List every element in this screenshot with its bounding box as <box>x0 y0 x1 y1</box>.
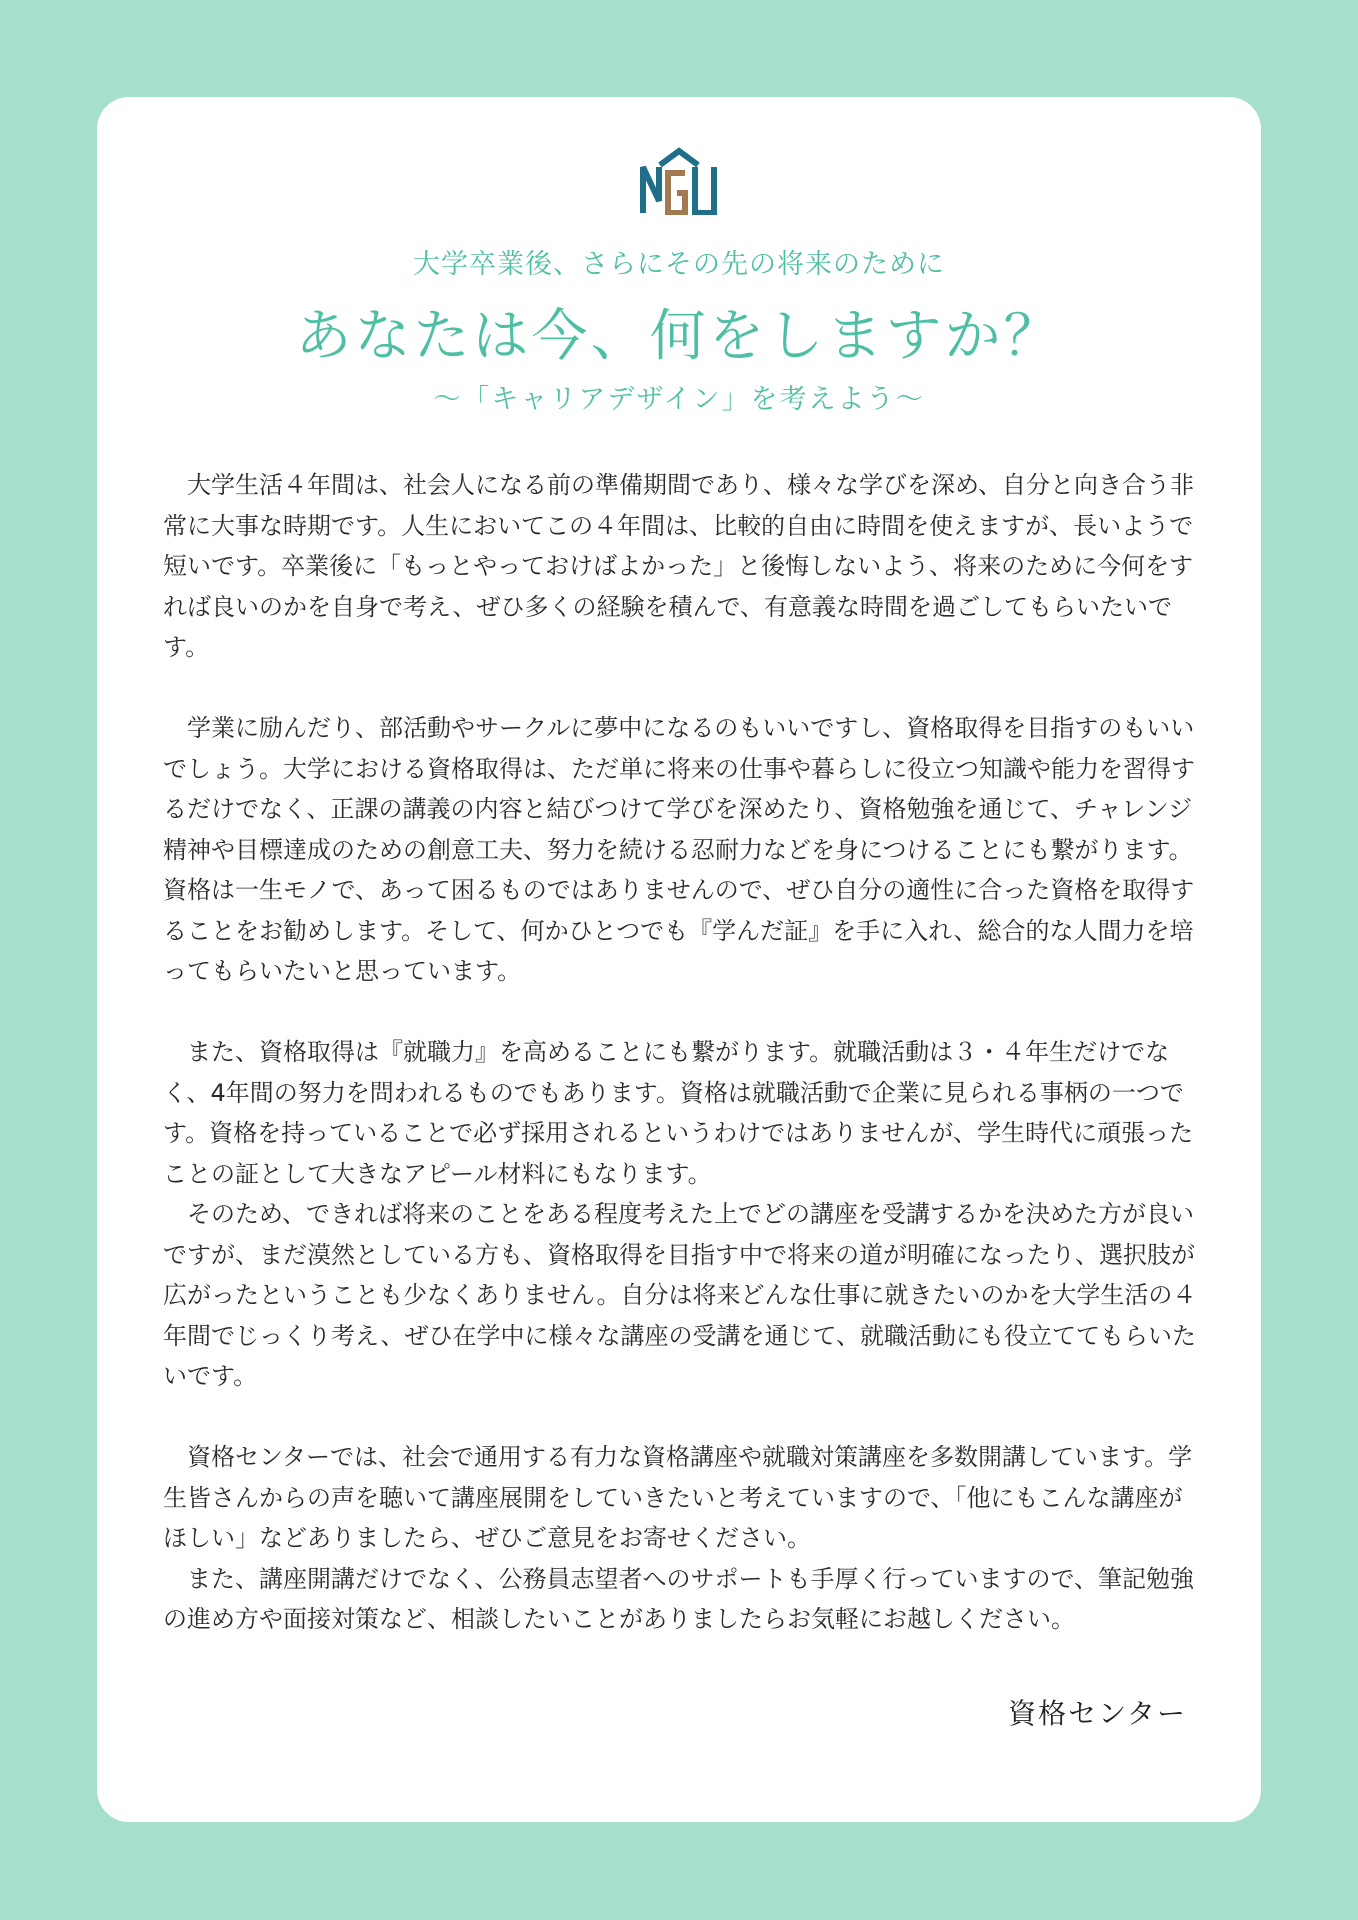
paragraph: 学業に励んだり、部活動やサークルに夢中になるのもいいですし、資格取得を目指すのもいいでしょう。大学における資格取得は、ただ単に将来の仕事や暮らしに役立つ知識や能力を習得するだけでなく、正課の講義の内容と結びつけて学びを深めたり、資格勉強を通じて、チャレンジ精神や目標達成のための創意工夫、努力を続ける忍耐力などを身につけることにも繋がります。資格は一生モノで、あって困るものではありませんので、ぜひ自分の適性に合った資格を取得することをお勧めします。そして、何かひとつでも『学んだ証』を手に入れ、総合的な人間力を培ってもらいたいと思っています。 <box>163 714 1195 985</box>
paragraph: 資格センターでは、社会で通用する有力な資格講座や就職対策講座を多数開講しています。学生皆さんからの声を聴いて講座展開をしていきたいと考えていますので、「他にもこんな講座がほしい」などありましたら、ぜひご意見をお寄せください。 <box>163 1443 1193 1552</box>
page-title: あなたは今、何をしますか？ <box>295 304 1063 369</box>
paragraph: また、資格取得は『就職力』を高めることにも繋がります。就職活動は３・４年生だけでなく、4年間の努力を問われるものでもあります。資格は就職活動で企業に見られる事柄の一つです。資格を持っていることで必ず採用されるというわけではありませんが、学生時代に頑張ったことの証として大きなアピール材料にもなります。 <box>163 1038 1194 1188</box>
page-subtitle: 大学卒業後、さらにその先の将来のために <box>413 249 945 280</box>
paragraph: 大学生活４年間は、社会人になる前の準備期間であり、様々な学びを深め、自分と向き合う非常に大事な時期です。人生においてこの４年間は、比較的自由に時間を使えますが、長いようで短いです。卒業後に「もっとやっておけばよかった」と後悔しないよう、将来のために今何をすれば良いのかを自身で考え、ぜひ多くの経験を積んで、有意義な時間を過ごしてもらいたいです。 <box>163 471 1195 661</box>
page-tagline: 〜「キャリアデザイン」を考えよう〜 <box>433 384 925 415</box>
ngu-logo-icon <box>640 147 718 215</box>
signature: 資格センター <box>1008 1697 1187 1730</box>
paragraph: また、講座開講だけでなく、公務員志望者へのサポートも手厚く行っていますので、筆記勉強の進め方や面接対策など、相談したいことがありましたらお気軽にお越しください。 <box>163 1564 1195 1633</box>
body-text <box>163 465 1199 1640</box>
document-card <box>97 97 1261 1822</box>
paragraph: そのため、できれば将来のことをある程度考えた上でどの講座を受講するかを決めた方が良いですが、まだ漠然としている方も、資格取得を目指す中で将来の道が明確になったり、選択肢が広がったということも少なくありません。自分は将来どんな仕事に就きたいのかを大学生活の４年間でじっくり考え、ぜひ在学中に様々な講座の受講を通じて、就職活動にも役立ててもらいたいです。 <box>163 1200 1197 1390</box>
